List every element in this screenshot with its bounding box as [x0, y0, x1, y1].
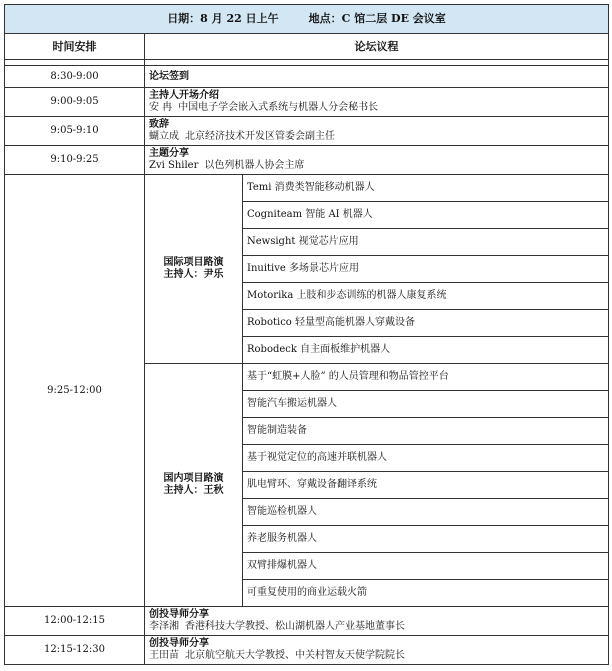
speaker-name: 李泽湘 — [149, 621, 179, 632]
project-item: Inuitive 多场景芯片应用 — [243, 256, 609, 283]
header-cell — [5, 5, 609, 34]
session-title: 创投导师分享 — [149, 638, 209, 649]
project-item: 双臂排爆机器人 — [243, 553, 609, 580]
group-host: 主持人：王秋 — [163, 485, 224, 496]
project-item: Motorika 上肢和步态训练的机器人康复系统 — [243, 283, 609, 310]
speaker-name: 安 冉 — [149, 102, 173, 113]
speaker-role: 以色列机器人协会主席 — [204, 160, 305, 171]
speaker-role: 北京经济技术开发区管委会副主任 — [185, 131, 335, 142]
table-row — [5, 607, 609, 636]
time-cell: 9:05-9:10 — [5, 117, 145, 146]
session-title: 主持人开场介绍 — [149, 90, 219, 101]
group-title: 国际项目路演 — [163, 257, 224, 268]
project-item: 智能制造装备 — [243, 418, 609, 445]
agenda-table — [4, 4, 609, 665]
project-item: Temi 消费类智能移动机器人 — [243, 175, 609, 202]
speaker-name: 蝴立成 — [149, 131, 179, 142]
project-item: 可重复使用的商业运载火箭 — [243, 580, 609, 607]
session-title: 创投导师分享 — [149, 609, 209, 620]
session-title: 主题分享 — [149, 148, 189, 159]
domestic-group-cell — [145, 364, 243, 607]
project-item: 智能汽车搬运机器人 — [243, 391, 609, 418]
speaker-role: 香港科技大学教授、松山湖机器人产业基地董事长 — [185, 621, 405, 632]
speaker-role: 中国电子学会嵌入式系统与机器人分会秘书长 — [178, 102, 379, 113]
project-item: 基于“虹膜+人脸” 的人员管理和物品管控平台 — [243, 364, 609, 391]
time-cell: 9:25-12:00 — [5, 175, 145, 607]
location-label: 地点：C 馆二层 DE 会议室 — [308, 12, 446, 25]
column-header-row — [5, 34, 609, 60]
project-item: Cogniteam 智能 AI 机器人 — [243, 202, 609, 229]
table-row — [5, 146, 609, 175]
time-cell: 9:10-9:25 — [5, 146, 145, 175]
time-cell: 12:00-12:15 — [5, 607, 145, 636]
column-header-agenda: 论坛议程 — [145, 34, 609, 60]
header-row — [5, 5, 609, 34]
project-item: Robotico 轻量型高能机器人穿戴设备 — [243, 310, 609, 337]
group-title: 国内项目路演 — [163, 473, 224, 484]
table-row — [5, 117, 609, 146]
project-item: 基于视觉定位的高速并联机器人 — [243, 445, 609, 472]
project-item: 智能巡检机器人 — [243, 499, 609, 526]
project-item: Robodeck 自主面板维护机器人 — [243, 337, 609, 364]
table-row — [5, 66, 609, 88]
column-header-time: 时间安排 — [5, 34, 145, 60]
speaker-role: 北京航空航天大学教授、中关村智友天使学院院长 — [185, 650, 405, 661]
session-title: 致辞 — [149, 119, 169, 130]
date-label: 日期：8 月 22 日上午 — [167, 12, 279, 25]
project-item: Newsight 视觉芯片应用 — [243, 229, 609, 256]
session-cell — [145, 607, 609, 636]
speaker-name: Zvi Shiler — [149, 160, 199, 171]
time-cell: 8:30-9:00 — [5, 66, 145, 88]
session-cell — [145, 88, 609, 117]
project-row — [5, 175, 609, 202]
time-cell: 9:00-9:05 — [5, 88, 145, 117]
project-item: 肌电臂环、穿戴设备翻译系统 — [243, 472, 609, 499]
table-row — [5, 636, 609, 665]
session-cell — [145, 117, 609, 146]
international-group-cell — [145, 175, 243, 364]
speaker-name: 王田苗 — [149, 650, 179, 661]
session-cell — [145, 146, 609, 175]
project-item: 养老服务机器人 — [243, 526, 609, 553]
session-title: 论坛签到 — [145, 66, 609, 88]
table-row — [5, 88, 609, 117]
time-cell: 12:15-12:30 — [5, 636, 145, 665]
session-cell — [145, 636, 609, 665]
group-host: 主持人：尹乐 — [163, 269, 224, 280]
